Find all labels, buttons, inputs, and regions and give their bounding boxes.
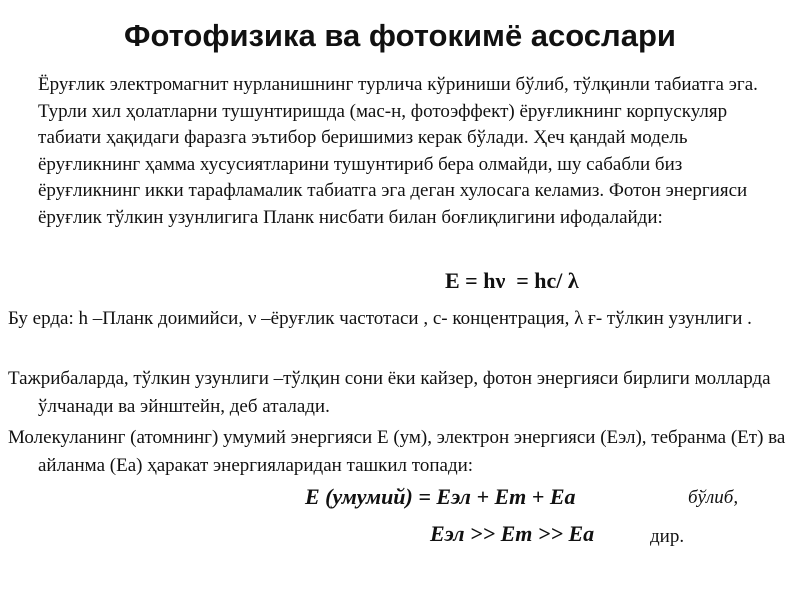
energy-order-note: дир. [650, 526, 685, 547]
units-paragraph: Тажрибаларда, тўлкин узунлиги –тўлқин сони ёки кайзер, фотон энергияси бирлиги молларда ўлчанади ва эйнштейн, деб аталади. [8, 368, 771, 417]
total-energy-note: бўлиб, [688, 487, 739, 508]
notation-paragraph: Бу ерда: h –Планк доимийси, ν –ёруғлик частотаси , с- концентрация, λ ғ- тўлкин узунлиги . [8, 308, 752, 329]
intro-paragraph: Ёруғлик электромагнит нурланишнинг турлича кўриниши бўлиб, тўлқинли табиатга эга. Турли хил ҳолатларни тушунтиришда (мас-н, фотоэффект) ёруғликнинг корпускуляр табиати ҳақидаги фаразга эътибор беришимиз керак бўлади. Ҳеч қандай модель ёруғликнинг ҳамма хусусиятларини тушунтириб бера олмайди, шу сабабли биз ёруғликнинг икки тарафламалик табиатга эга деган хулосага келамиз. Фотон энергияси ёруғлик тўлкин узунлигига Планк нисбати билан боғлиқлигини ифодалайди: [38, 74, 758, 228]
photon-energy-formula: E = hν = hc/ λ [445, 268, 579, 293]
page-title: Фотофизика ва фотокимё асослари [124, 18, 676, 53]
molecular-energy-paragraph: Молекуланинг (атомнинг) умумий энергияси Е (ум), электрон энергияси (Еэл), тебранма (Ет) ва айланма (Еа) ҳаракат энергияларидан ташкил топади: [8, 427, 786, 476]
energy-order-formula: Eэл >> Eт >> Eа [430, 521, 595, 546]
total-energy-formula: E (умумий) = Eэл + Eт + Eа [305, 484, 576, 509]
